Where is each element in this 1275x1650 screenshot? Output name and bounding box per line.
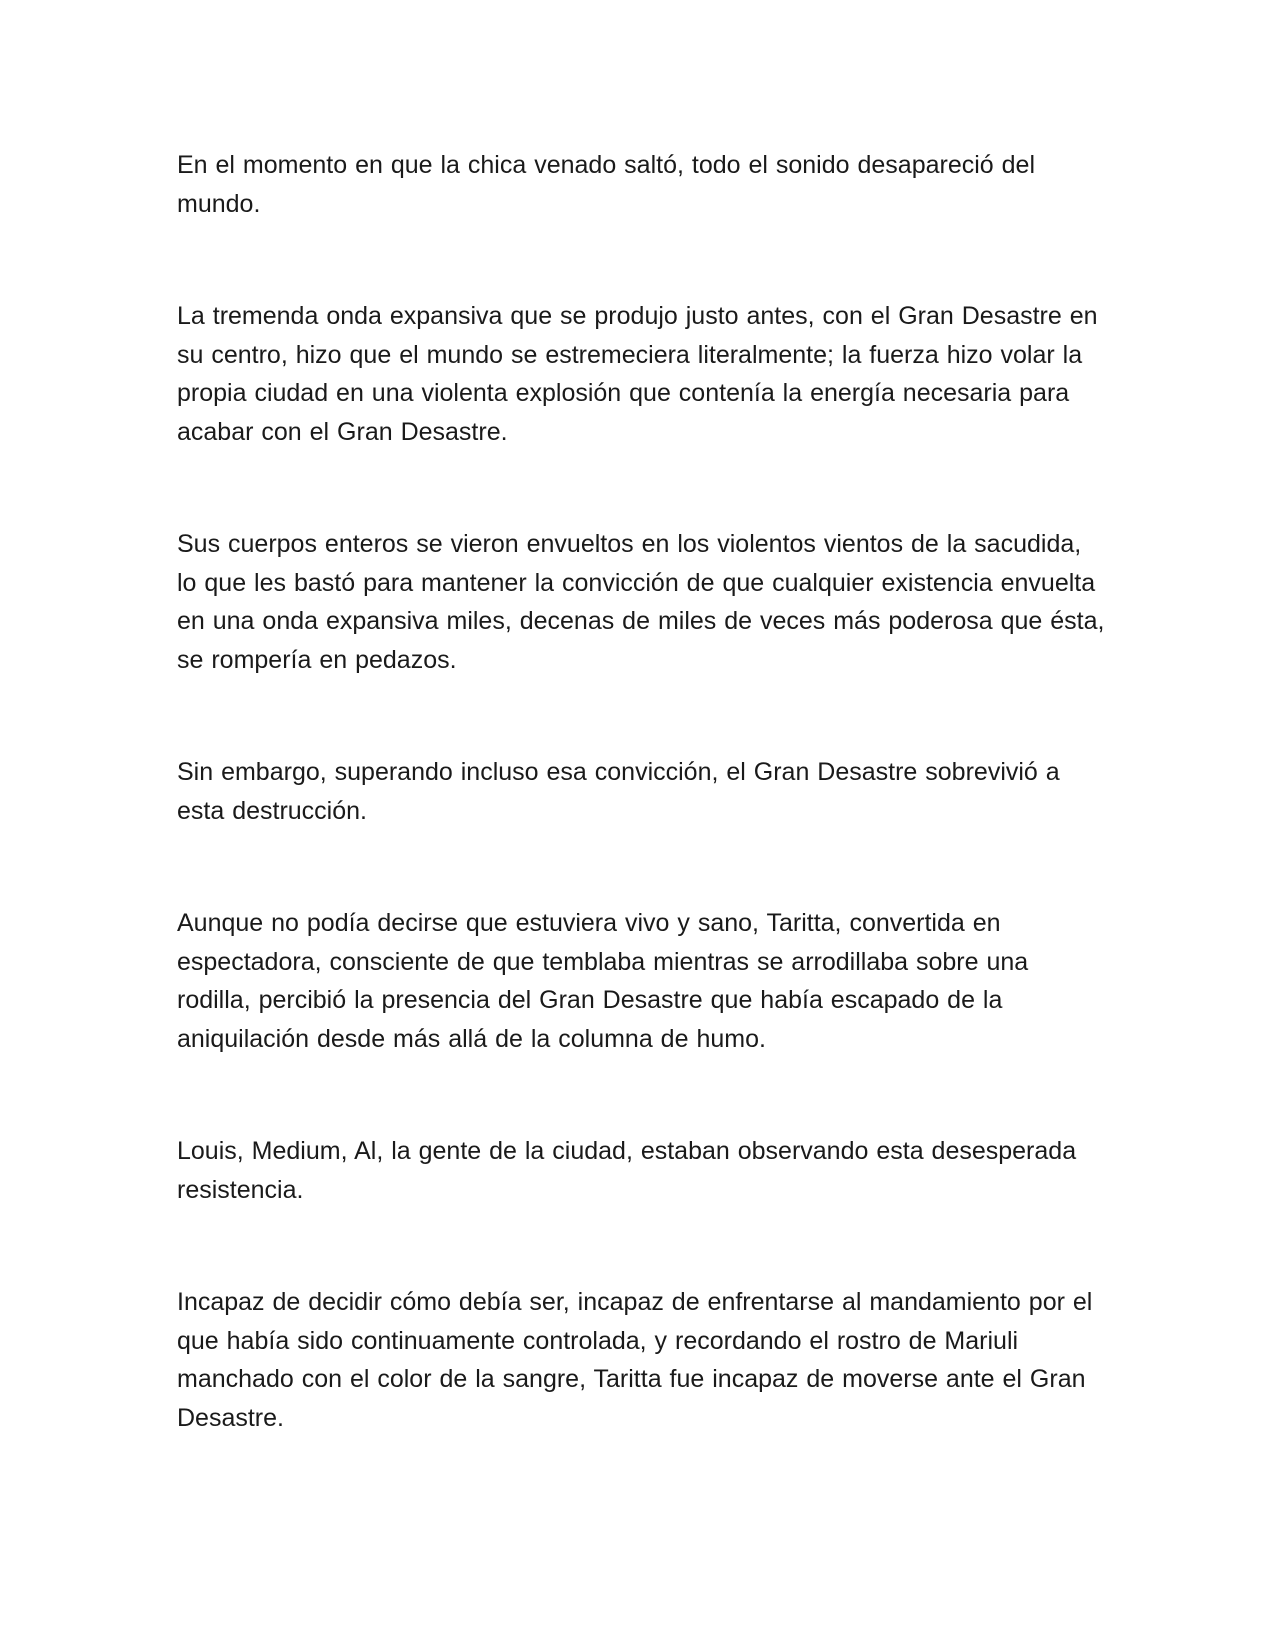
paragraph-2: La tremenda onda expansiva que se produjo justo antes, con el Gran Desastre en su centro, hizo que el mundo se estremeciera literalmente; la fuerza hizo volar la propia ciudad en una violenta explosión que contenía la energía necesaria para acabar con el Gran Desastre. xyxy=(177,302,1098,446)
paragraph-7: Incapaz de decidir cómo debía ser, incapaz de enfrentarse al mandamiento por el que había sido continuamente controlada, y recordando el rostro de Mariuli manchado con el color de la sangre, Taritta fue incapaz de moverse ante el Gran Desastre. xyxy=(177,1288,1093,1432)
document-body xyxy=(177,146,1107,1511)
paragraph-6: Louis, Medium, Al, la gente de la ciudad, estaban observando esta desesperada resistencia. xyxy=(177,1137,1077,1204)
paragraph-3: Sus cuerpos enteros se vieron envueltos en los violentos vientos de la sacudida, lo que les bastó para mantener la convicción de que cualquier existencia envuelta en una onda expansiva miles, decenas de miles de veces más poderosa que ésta, se rompería en pedazos. xyxy=(177,530,1105,674)
paragraph-4: Sin embargo, superando incluso esa convicción, el Gran Desastre sobrevivió a esta destrucción. xyxy=(177,758,1060,825)
paragraph-1: En el momento en que la chica venado saltó, todo el sonido desapareció del mundo. xyxy=(177,151,1036,218)
paragraph-5: Aunque no podía decirse que estuviera vivo y sano, Taritta, convertida en espectadora, consciente de que temblaba mientras se arrodillaba sobre una rodilla, percibió la presencia del Gran Desastre que había escapado de la aniquilación desde más allá de la columna de humo. xyxy=(177,909,1029,1053)
